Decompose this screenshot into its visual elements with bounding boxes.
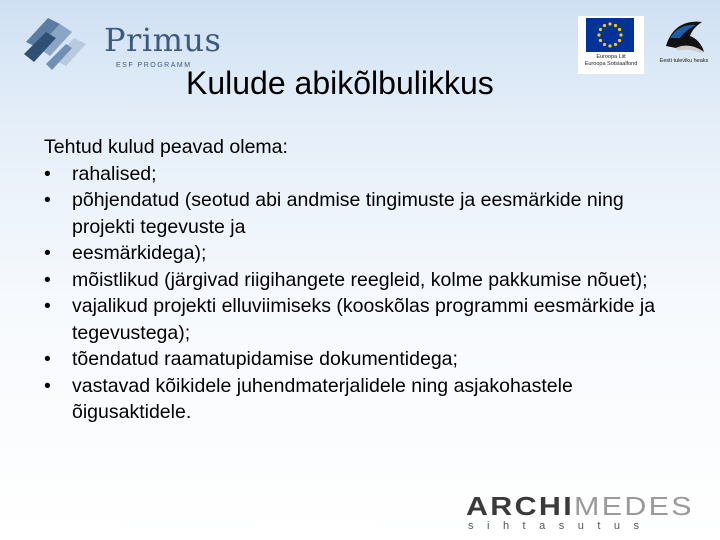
- list-item-text: mõistlikud (järgivad riigihangete reegleid, kolme pakkumise nõuet);: [72, 268, 648, 291]
- primus-wordmark: Primus: [104, 21, 222, 59]
- archimedes-light: MEDES: [574, 491, 694, 521]
- list-item: [44, 267, 684, 294]
- bullet-icon: •: [44, 189, 51, 211]
- eu-flag-icon: [586, 18, 634, 52]
- bullet-icon: •: [44, 242, 51, 264]
- eu-star-icon: [603, 24, 606, 27]
- bullet-icon: •: [44, 162, 51, 185]
- list-item: [44, 187, 684, 240]
- primus-mark-icon: [16, 12, 90, 72]
- list-item-text: rahalised;: [72, 162, 157, 185]
- archimedes-wordmark: [466, 492, 694, 520]
- swallow-icon: [662, 16, 708, 56]
- primus-subtitle: ESF PROGRAMM: [116, 62, 192, 69]
- list-item-text: tõendatud raamatupidamise dokumentidega;: [72, 348, 458, 370]
- eu-star-icon: [608, 22, 611, 25]
- archimedes-bold: ARCHI: [466, 491, 575, 521]
- archimedes-logo: [466, 492, 712, 536]
- eu-star-icon: [619, 33, 622, 36]
- eu-star-icon: [599, 28, 602, 31]
- slide-body: [44, 134, 684, 426]
- eu-logo: [578, 16, 644, 74]
- eu-star-icon: [597, 33, 600, 36]
- eu-star-icon: [599, 39, 602, 42]
- archimedes-subtitle: sihtasutus: [468, 520, 653, 532]
- list-item: [44, 240, 684, 267]
- list-item: [44, 293, 684, 346]
- list-item-text: eesmärkidega);: [72, 242, 207, 264]
- list-item-text: vajalikud projekti elluviimiseks (kooskõlas programmi eesmärkide ja tegevustega);: [72, 295, 656, 344]
- eu-caption-line2: Euroopa Sotsiaalfond: [584, 60, 638, 67]
- bullet-icon: •: [44, 268, 51, 291]
- list-item: [44, 161, 684, 188]
- eu-star-icon: [608, 44, 611, 47]
- list-item-text: põhjendatud (seotud abi andmise tingimuste ja eesmärkide ning projekti tegevuste ja: [72, 189, 624, 238]
- bullet-list: [44, 161, 684, 426]
- estonia-caption: Eesti tuleviku heaks: [659, 58, 709, 64]
- bullet-icon: •: [44, 295, 51, 317]
- bullet-icon: •: [44, 348, 51, 370]
- eu-star-icon: [614, 24, 617, 27]
- eu-star-icon: [618, 39, 621, 42]
- estonia-logo: [652, 16, 716, 74]
- eu-caption-line1: Euroopa Liit: [596, 54, 626, 60]
- list-item: [44, 346, 684, 373]
- eu-star-icon: [603, 43, 606, 46]
- eu-star-icon: [618, 28, 621, 31]
- eu-caption: [578, 54, 644, 67]
- list-item-text: vastavad kõikidele juhendmaterjalidele ning asjakohastele õigusaktidele.: [72, 374, 573, 423]
- list-item: [44, 373, 684, 426]
- bullet-icon: •: [44, 374, 51, 397]
- eu-star-icon: [614, 43, 617, 46]
- slide-title: Kulude abikõlbulikkus: [186, 65, 494, 101]
- lead-text: Tehtud kulud peavad olema:: [44, 136, 288, 158]
